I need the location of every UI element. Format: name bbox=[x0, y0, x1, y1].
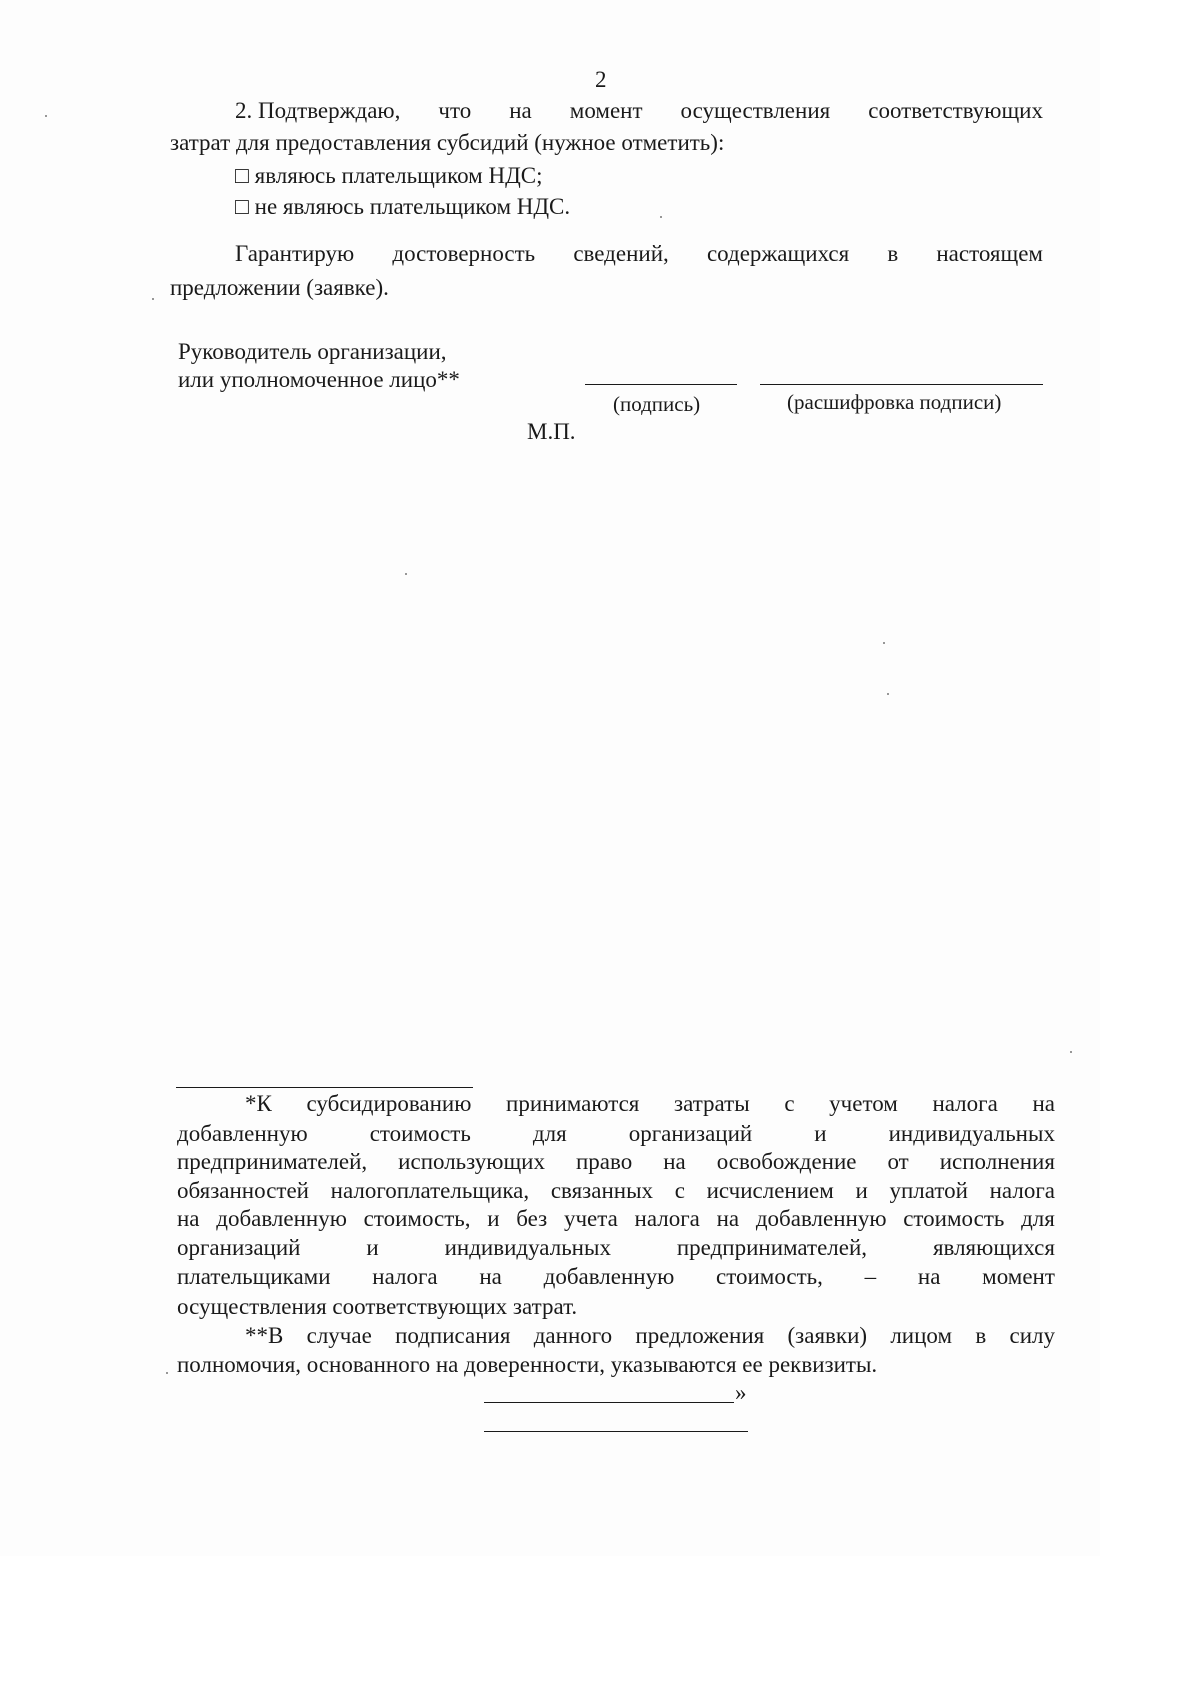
signature-decoding-line bbox=[760, 384, 1043, 385]
word: налога bbox=[989, 1178, 1055, 1203]
word: достоверность bbox=[392, 241, 536, 266]
footnote1-last-line: осуществления соответствующих затрат. bbox=[177, 1294, 578, 1319]
word: являющихся bbox=[932, 1235, 1055, 1260]
guarantee-line2: предложении (заявке). bbox=[170, 275, 389, 300]
word: осуществления bbox=[680, 98, 831, 123]
word: **В bbox=[245, 1323, 284, 1348]
footnote1-line bbox=[177, 1234, 1055, 1262]
word: 2. Подтверждаю, bbox=[235, 98, 401, 123]
word: настоящем bbox=[936, 241, 1043, 266]
option-vat-payer: □ являюсь плательщиком НДС; bbox=[235, 163, 543, 188]
word: предпринимателей, bbox=[676, 1235, 868, 1260]
stamp-place-label: М.П. bbox=[527, 419, 576, 444]
page-number: 2 bbox=[595, 67, 607, 92]
scan-speck bbox=[1070, 1051, 1072, 1053]
word: освобождение bbox=[716, 1149, 857, 1174]
word: на bbox=[716, 1206, 740, 1231]
word: исчислением bbox=[706, 1178, 834, 1203]
word: на bbox=[479, 1264, 502, 1289]
scan-speck bbox=[660, 216, 662, 218]
word: подписания bbox=[395, 1323, 511, 1348]
word: – bbox=[864, 1264, 877, 1289]
word: исполнения bbox=[939, 1149, 1055, 1174]
word: налогоплательщика, bbox=[330, 1178, 530, 1203]
word: от bbox=[887, 1149, 909, 1174]
word: содержащихся bbox=[706, 241, 850, 266]
scan-speck bbox=[45, 115, 47, 117]
word: использующих bbox=[398, 1149, 545, 1174]
word: соответствующих bbox=[868, 98, 1043, 123]
word: момент bbox=[569, 98, 643, 123]
word: стоимость bbox=[369, 1121, 471, 1146]
footnote2-line1 bbox=[245, 1322, 1055, 1350]
word: на bbox=[509, 98, 532, 123]
scan-speck bbox=[166, 1372, 168, 1374]
word: предпринимателей, bbox=[177, 1149, 368, 1174]
closing-blank-line-1 bbox=[484, 1402, 734, 1403]
word: индивидуальных bbox=[444, 1235, 611, 1260]
authorized-person-label: или уполномоченное лицо** bbox=[178, 367, 460, 392]
word: добавленную bbox=[177, 1121, 308, 1146]
word: в bbox=[975, 1323, 987, 1348]
word: право bbox=[575, 1149, 633, 1174]
word: без bbox=[516, 1206, 548, 1231]
footnote1-line bbox=[177, 1148, 1055, 1176]
word: на bbox=[1032, 1091, 1055, 1116]
footnote1-line bbox=[245, 1090, 1055, 1118]
word: момент bbox=[982, 1264, 1055, 1289]
word: и bbox=[814, 1121, 827, 1146]
scan-speck bbox=[887, 693, 889, 695]
word: обязанностей bbox=[177, 1178, 309, 1203]
footnote1-line bbox=[177, 1177, 1055, 1205]
word: (заявки) bbox=[787, 1323, 868, 1348]
word: данного bbox=[533, 1323, 613, 1348]
word: индивидуальных bbox=[888, 1121, 1055, 1146]
word: принимаются bbox=[506, 1091, 640, 1116]
word: организаций bbox=[628, 1121, 753, 1146]
word: учета bbox=[563, 1206, 618, 1231]
footnote1-line bbox=[177, 1263, 1055, 1291]
word: с bbox=[784, 1091, 795, 1116]
scan-speck bbox=[152, 298, 154, 300]
word: силу bbox=[1009, 1323, 1055, 1348]
footnote1-line bbox=[177, 1205, 1055, 1233]
word: случае bbox=[306, 1323, 372, 1348]
scan-speck bbox=[405, 573, 407, 575]
word: лицом bbox=[890, 1323, 953, 1348]
word: для bbox=[532, 1121, 567, 1146]
signature-line bbox=[585, 384, 737, 385]
word: плательщиками bbox=[177, 1264, 331, 1289]
word: Гарантирую bbox=[235, 241, 355, 266]
footnote2-line2: полномочия, основанного на доверенности, указываются ее реквизиты. bbox=[177, 1352, 878, 1377]
word: добавленную bbox=[543, 1264, 675, 1289]
word: налога bbox=[634, 1206, 700, 1231]
signature-decoding-caption: (расшифровка подписи) bbox=[787, 390, 1002, 414]
word: добавленную bbox=[216, 1206, 347, 1231]
word: что bbox=[438, 98, 472, 123]
word: на bbox=[663, 1149, 686, 1174]
word: в bbox=[887, 241, 899, 266]
word: налога bbox=[932, 1091, 998, 1116]
scan-speck bbox=[883, 642, 885, 644]
closing-blank-line-2 bbox=[484, 1431, 748, 1432]
word: стоимость, bbox=[363, 1206, 471, 1231]
head-of-organization-label: Руководитель организации, bbox=[178, 339, 447, 364]
word: и bbox=[366, 1235, 379, 1260]
word: сведений, bbox=[573, 241, 669, 266]
word: с bbox=[674, 1178, 685, 1203]
footnote1-line bbox=[177, 1120, 1055, 1148]
word: уплатой bbox=[889, 1178, 968, 1203]
word: субсидированию bbox=[306, 1091, 472, 1116]
word: на bbox=[917, 1264, 941, 1289]
word: и bbox=[487, 1206, 500, 1231]
closing-quote-mark: » bbox=[735, 1380, 747, 1405]
word: учетом bbox=[829, 1091, 898, 1116]
word: затраты bbox=[674, 1091, 750, 1116]
footnote-separator bbox=[176, 1087, 473, 1088]
word: *К bbox=[245, 1091, 272, 1116]
word: стоимость bbox=[903, 1206, 1005, 1231]
section2-line1 bbox=[235, 97, 1043, 125]
word: связанных bbox=[550, 1178, 654, 1203]
word: стоимость, bbox=[716, 1264, 823, 1289]
word: предложения bbox=[635, 1323, 765, 1348]
word: и bbox=[855, 1178, 868, 1203]
word: на bbox=[177, 1206, 200, 1231]
word: для bbox=[1021, 1206, 1055, 1231]
word: организаций bbox=[177, 1235, 301, 1260]
section2-line2: затрат для предоставления субсидий (нужное отметить): bbox=[170, 130, 725, 155]
word: налога bbox=[372, 1264, 438, 1289]
guarantee-line1 bbox=[235, 240, 1043, 268]
option-not-vat-payer: □ не являюсь плательщиком НДС. bbox=[235, 194, 571, 219]
word: добавленную bbox=[755, 1206, 887, 1231]
signature-caption: (подпись) bbox=[613, 392, 701, 416]
